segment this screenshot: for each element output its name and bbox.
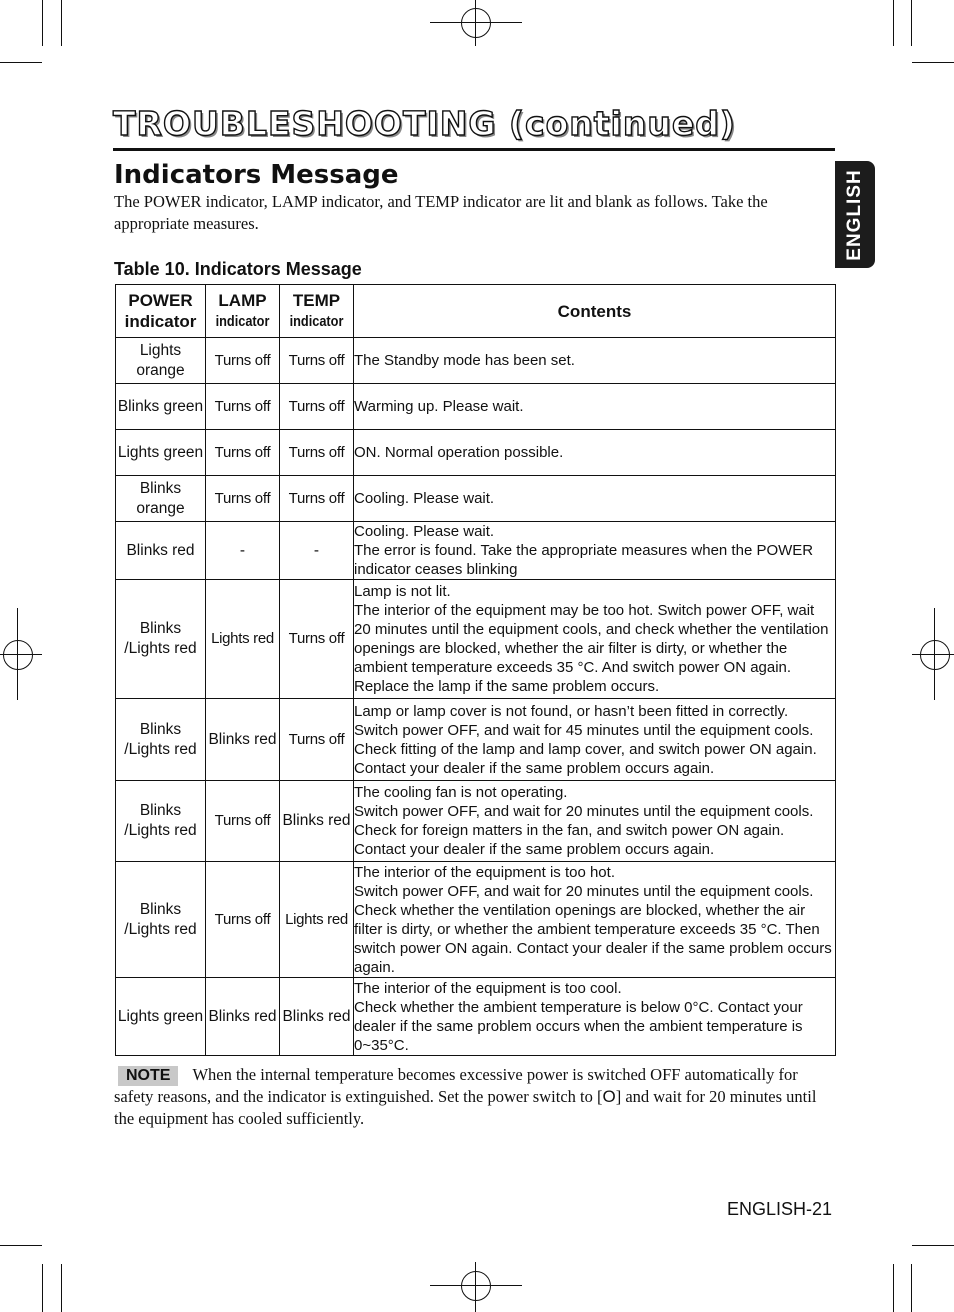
- table-caption: Table 10. Indicators Message: [114, 259, 362, 279]
- lamp-indicator-cell: Blinks red: [206, 978, 280, 1056]
- contents-cell: [354, 338, 836, 384]
- temp-indicator-cell: Turns off: [280, 384, 354, 430]
- indicators-table: [115, 284, 836, 1056]
- contents-cell: [354, 384, 836, 430]
- power-indicator-cell: Lights orange: [116, 338, 206, 384]
- crop-mark: [61, 1264, 62, 1312]
- contents-line: Cooling. Please wait.: [354, 490, 495, 507]
- power-indicator-cell: Lights green: [116, 430, 206, 476]
- contents-line: The interior of the equipment is too hot.: [354, 863, 615, 881]
- registration-mark-icon: [430, 1285, 522, 1286]
- crop-mark: [42, 0, 43, 46]
- power-indicator-cell: Blinks red: [116, 522, 206, 580]
- contents-line: Switch power OFF, and wait for 20 minutes until the equipment cools. Check whether the ventilation openings are blocked, whether the air filter is dirty, or whether the ambient temperature exceeds 35 °C. Then switch power ON again. Contact your dealer if the same problem occurs again.: [354, 882, 832, 976]
- temp-indicator-cell: Blinks red: [280, 978, 354, 1056]
- temp-indicator-cell: Turns off: [280, 699, 354, 781]
- table-row: [116, 580, 836, 699]
- contents-line: The cooling fan is not operating.: [354, 784, 568, 801]
- lamp-indicator-cell: Turns off: [206, 384, 280, 430]
- contents-line: Switch power OFF, and wait for 20 minutes until the equipment cools. Check for foreign matters in the fan, and switch power ON again. Contact your dealer if the same problem occurs again.: [354, 803, 814, 858]
- table-row: [116, 699, 836, 781]
- power-indicator-cell: Blinks /Lights red: [116, 781, 206, 862]
- power-indicator-cell: Blinks /Lights red: [116, 862, 206, 978]
- temp-indicator-cell: Lights red: [280, 862, 354, 978]
- registration-mark-icon: [430, 22, 522, 23]
- table-row: [116, 384, 836, 430]
- temp-indicator-cell: Turns off: [280, 476, 354, 522]
- power-indicator-cell: Lights green: [116, 978, 206, 1056]
- table-row: [116, 781, 836, 862]
- power-indicator-cell: Blinks /Lights red: [116, 699, 206, 781]
- registration-mark-icon: [17, 608, 18, 700]
- language-tab: [835, 161, 875, 268]
- crop-mark: [912, 62, 954, 63]
- contents-line: ON. Normal operation possible.: [354, 444, 564, 461]
- lamp-indicator-cell: -: [206, 522, 280, 580]
- table-row: [116, 476, 836, 522]
- contents-cell: [354, 476, 836, 522]
- lamp-indicator-cell: Turns off: [206, 781, 280, 862]
- contents-cell: [354, 522, 836, 580]
- contents-line: The interior of the equipment may be too hot. Switch power OFF, wait 20 minutes until the equipment cools, and check whether the ventilation openings are blocked, whether the air filter is dirty, or whether the ambient temperature exceeds 35 °C. And switch power ON again. Replace the lamp if the same problem occurs.: [354, 602, 829, 695]
- page-title: TROUBLESHOOTING (continued): [113, 104, 736, 143]
- section-intro: The POWER indicator, LAMP indicator, and TEMP indicator are lit and blank as follows. Take the appropriate measures.: [114, 192, 768, 233]
- crop-mark: [893, 0, 894, 46]
- crop-mark: [61, 0, 62, 46]
- table-row: [116, 338, 836, 384]
- language-tab-label: ENGLISH: [844, 168, 865, 261]
- crop-mark: [912, 1245, 954, 1246]
- table-body: [116, 338, 836, 1056]
- contents-line: The error is found. Take the appropriate measures when the POWER indicator ceases blinking: [354, 542, 814, 578]
- lamp-indicator-cell: Turns off: [206, 476, 280, 522]
- lamp-indicator-cell: Turns off: [206, 862, 280, 978]
- table-row: [116, 430, 836, 476]
- contents-line: Check whether the ambient temperature is below 0°C. Contact your dealer if the same problem occurs when the ambient temperature is 0~35°C.: [354, 998, 803, 1054]
- lamp-indicator-cell: Turns off: [206, 338, 280, 384]
- note-paragraph: [114, 1064, 834, 1130]
- crop-mark: [893, 1264, 894, 1312]
- note-badge: NOTE: [118, 1066, 178, 1086]
- contents-line: Lamp or lamp cover is not found, or hasn’t been fitted in correctly. Switch power OFF, and wait for 45 minutes until the equipment cools. Check fitting of the lamp and lamp cover, and switch power ON again. Contact your dealer if the same problem occurs again.: [354, 702, 817, 777]
- registration-mark-icon: [475, 0, 476, 46]
- table-row: [116, 862, 836, 978]
- lamp-indicator-cell: Turns off: [206, 430, 280, 476]
- crop-mark: [42, 1264, 43, 1312]
- power-off-symbol: O: [602, 1087, 616, 1106]
- header-power: POWER indicator: [116, 285, 206, 338]
- note-text-start: When the internal temperature becomes excessive power is switched OFF automatically for safety reasons, and the indicator is extinguished. Set the power switch to [: [114, 1065, 798, 1106]
- registration-mark-icon: [934, 608, 935, 700]
- registration-mark-icon: [0, 654, 42, 655]
- header-temp: TEMP indicator: [280, 285, 354, 338]
- crop-mark: [0, 1245, 42, 1246]
- contents-line: The interior of the equipment is too cool.: [354, 979, 622, 997]
- temp-indicator-cell: Turns off: [280, 338, 354, 384]
- contents-line: Lamp is not lit.: [354, 583, 451, 600]
- table-row: [116, 978, 836, 1056]
- header-contents: Contents: [354, 285, 836, 338]
- page-number: ENGLISH-21: [726, 1199, 832, 1219]
- contents-cell: [354, 430, 836, 476]
- lamp-indicator-cell: Lights red: [206, 580, 280, 699]
- temp-indicator-cell: Turns off: [280, 580, 354, 699]
- crop-mark: [911, 1264, 912, 1312]
- registration-mark-icon: [3, 640, 33, 670]
- contents-cell: [354, 978, 836, 1056]
- temp-indicator-cell: Turns off: [280, 430, 354, 476]
- registration-mark-icon: [461, 1271, 491, 1301]
- registration-mark-icon: [461, 8, 491, 38]
- crop-mark: [0, 62, 42, 63]
- contents-cell: [354, 699, 836, 781]
- title-rule: [113, 148, 835, 151]
- contents-cell: [354, 781, 836, 862]
- lamp-indicator-cell: Blinks red: [206, 699, 280, 781]
- temp-indicator-cell: Blinks red: [280, 781, 354, 862]
- crop-mark: [911, 0, 912, 46]
- contents-cell: [354, 580, 836, 699]
- table-row: [116, 522, 836, 580]
- registration-mark-icon: [912, 654, 954, 655]
- contents-line: Cooling. Please wait.: [354, 523, 495, 540]
- contents-line: The Standby mode has been set.: [354, 352, 575, 369]
- registration-mark-icon: [920, 640, 950, 670]
- registration-mark-icon: [475, 1262, 476, 1312]
- contents-line: Warming up. Please wait.: [354, 398, 524, 415]
- temp-indicator-cell: -: [280, 522, 354, 580]
- power-indicator-cell: Blinks green: [116, 384, 206, 430]
- header-lamp: LAMP indicator: [206, 285, 280, 338]
- table-header-row: [116, 285, 836, 338]
- section-title: Indicators Message: [114, 160, 399, 190]
- contents-cell: [354, 862, 836, 978]
- power-indicator-cell: Blinks orange: [116, 476, 206, 522]
- power-indicator-cell: Blinks /Lights red: [116, 580, 206, 699]
- note-text-end: ] and wait for 20 minutes until the equipment has cooled sufficiently.: [114, 1087, 817, 1128]
